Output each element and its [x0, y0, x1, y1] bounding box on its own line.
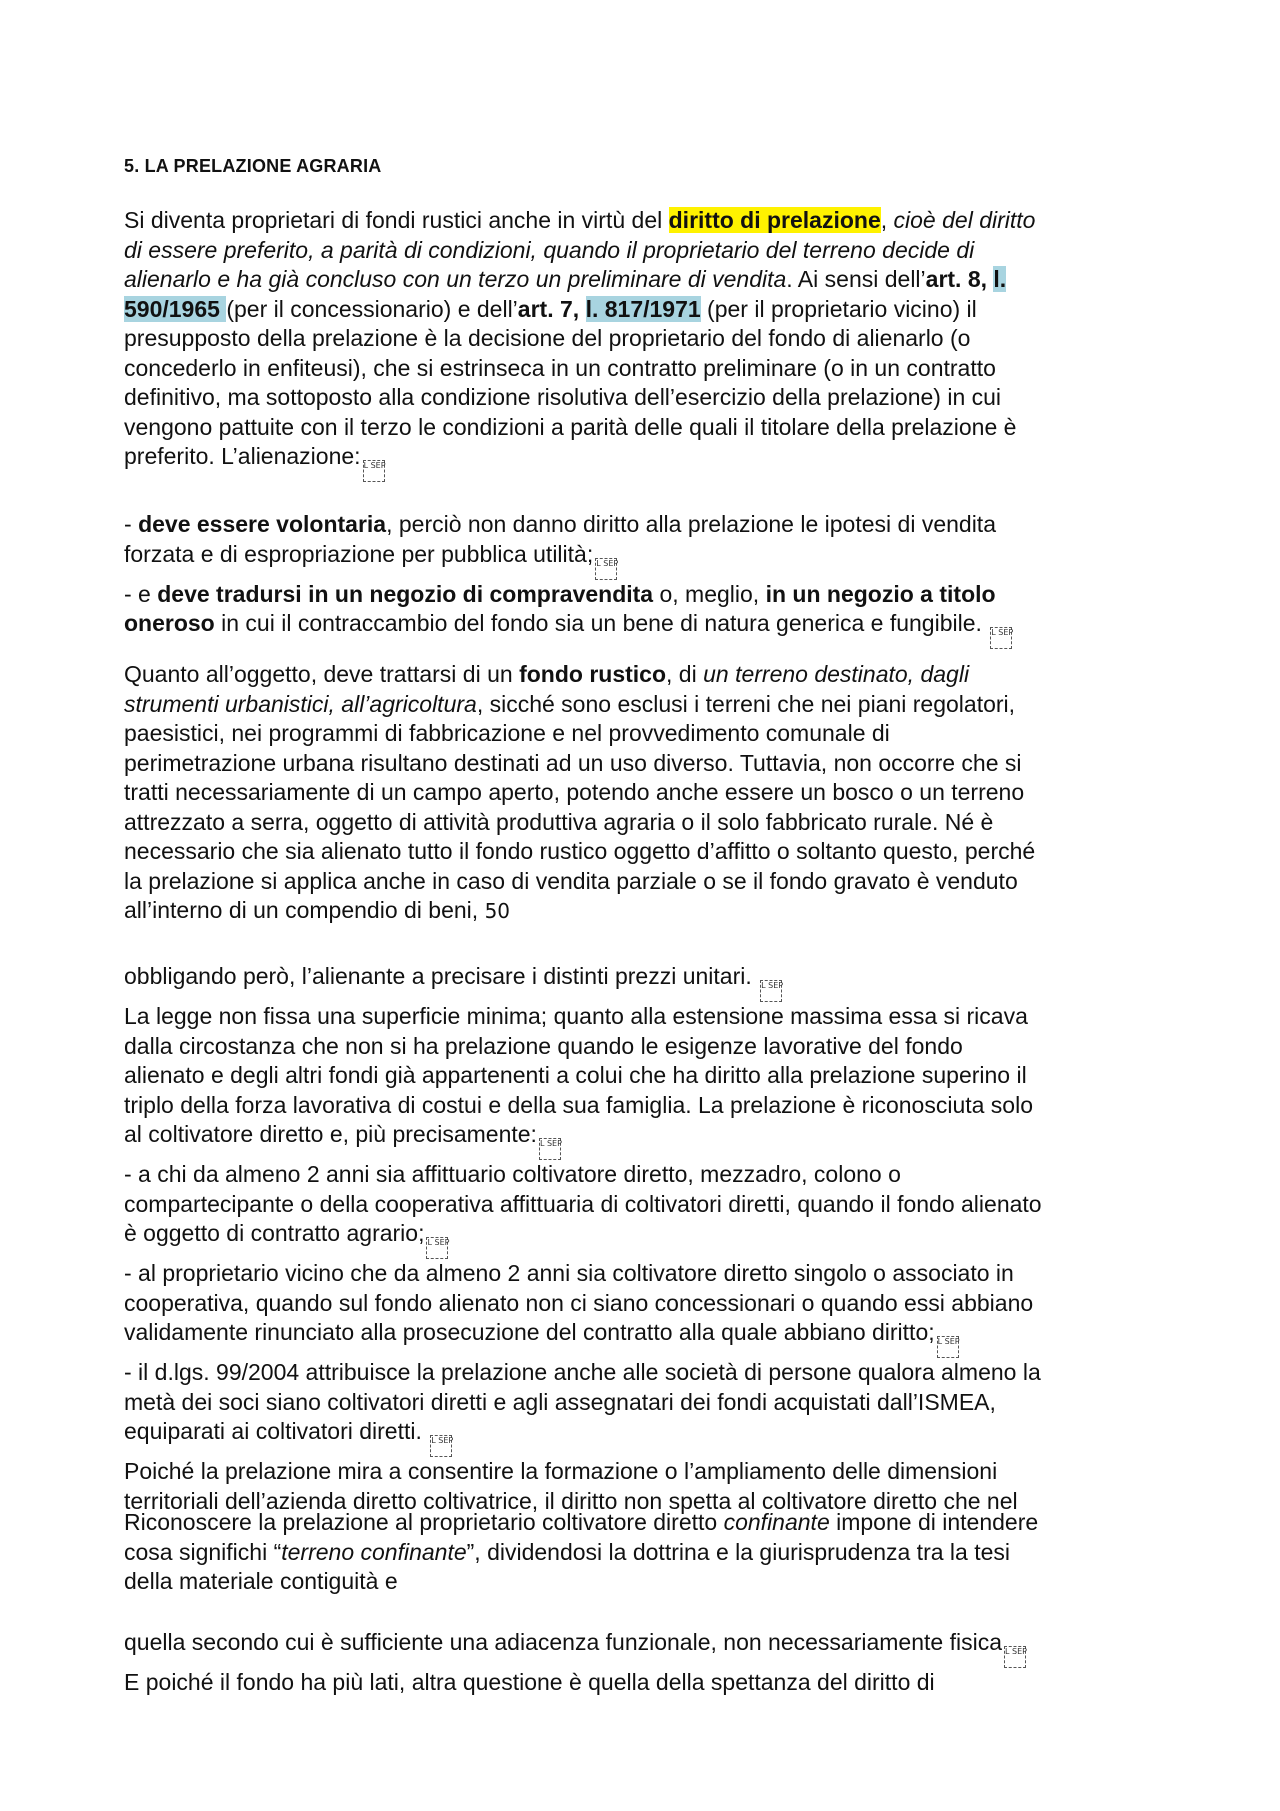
text-line: validamente rinunciato alla prosecuzione del contratto alla quale abbiano diritto; L SEP: [124, 1318, 1184, 1358]
sep-glyph-icon: L SEP: [539, 1138, 561, 1160]
sep-glyph-icon: L SEP: [760, 980, 782, 1002]
text-line: equiparati ai coltivatori diretti. L SEP: [124, 1417, 1184, 1457]
text-line: E poiché il fondo ha più lati, altra questione è quella della spettanza del diritto di: [124, 1669, 935, 1695]
text-line: al coltivatore diretto e, più precisamente: L SEP: [124, 1120, 1184, 1160]
paragraph-intro: [124, 206, 1184, 482]
sep-glyph-icon: L SEP: [595, 558, 617, 580]
text-line: quella secondo cui è sufficiente una adiacenza funzionale, non necessariamente fisica L SEP: [124, 1628, 1184, 1668]
text-line: obbligando però, l’alienante a precisare i distinti prezzi unitari. L SEP: [124, 962, 1184, 1002]
text-line: perimetrazione urbana risultano destinati ad un uso diverso. Tuttavia, non occorre che si: [124, 749, 1022, 776]
text-line: concederlo in enfiteusi), che si estrinseca in un contratto preliminare (o in un contratto: [124, 354, 996, 381]
list-item: - il d.lgs. 99/2004 attribuisce la prelazione anche alle società di persone qualora almeno la: [124, 1359, 1041, 1385]
text-line: metà dei soci siano coltivatori diretti e agli assegnatari dei fondi acquistati dall’ISMEA,: [124, 1388, 996, 1415]
text-line: definitivo, ma sottoposto alla condizione risolutiva dell’esercizio della prelazione) in cui: [124, 384, 1002, 410]
text-line: forzata e di espropriazione per pubblica utilità; L SEP: [124, 540, 1184, 580]
text-line: dalla circostanza che non si ha prelazione quando le esigenze lavorative del fondo: [124, 1032, 963, 1059]
highlight-law-ref: l.: [993, 266, 1007, 292]
paragraph-adjacency: [124, 1628, 1184, 1698]
sep-glyph-icon: L SEP: [990, 627, 1012, 649]
text-line: alienato e degli altri fondi già appartenenti a colui che ha diritto alla prelazione superino il: [124, 1062, 1027, 1088]
text-line: alienarlo e ha già concluso con un terzo un preliminare di vendita. Ai sensi dell’art. 8, l.: [124, 266, 1007, 292]
text-line: compartecipante o della cooperativa affittuaria di coltivatori diretti, quando il fondo alienato: [124, 1190, 1042, 1217]
text-line: necessario che sia alienato tutto il fondo rustico oggetto d’affitto o soltanto questo, perché: [124, 838, 1036, 864]
text-line: attrezzato a serra, oggetto di attività produttiva agraria o il solo fabbricato rurale. Né è: [124, 808, 994, 835]
sep-glyph-icon: L SEP: [426, 1237, 448, 1259]
paragraph-requirements: [124, 962, 1184, 1516]
text-line: di essere preferito, a parità di condizioni, quando il proprietario del terreno decide di: [124, 236, 975, 263]
text-line: presupposto della prelazione è la decisione del proprietario del fondo di alienarlo (o: [124, 325, 971, 351]
highlight-term: diritto di prelazione: [668, 207, 881, 233]
text-line: triplo della forza lavorativa di costui e della sua famiglia. La prelazione è riconosciuta solo: [124, 1091, 1033, 1118]
text-line: all’interno di un compendio di beni, 50: [124, 897, 511, 923]
text-line: la prelazione si applica anche in caso di vendita parziale o se il fondo gravato è venduto: [124, 867, 1018, 894]
text-line: strumenti urbanistici, all’agricoltura, sicché sono esclusi i terreni che nei piani regolatori,: [124, 690, 1016, 717]
text-line: Si diventa proprietari di fondi rustici anche in virtù del diritto di prelazione, cioè del diritto: [124, 207, 1036, 233]
list-item: - a chi da almeno 2 anni sia affittuario coltivatore diretto, mezzadro, colono o: [124, 1161, 901, 1187]
sep-glyph-icon: L SEP: [1004, 1646, 1026, 1668]
list-item: - al proprietario vicino che da almeno 2 anni sia coltivatore diretto singolo o associato in: [124, 1260, 1014, 1286]
paragraph-alienation-list: [124, 510, 1184, 649]
text-line: Riconoscere la prelazione al proprietario coltivatore diretto confinante impone di intendere: [124, 1509, 1039, 1535]
text-line: della materiale contiguità e: [124, 1568, 398, 1594]
text-line: territoriali dell’azienda diretto coltivatrice, il diritto non spetta al coltivatore diretto che nel: [124, 1487, 1018, 1514]
text-line: oneroso in cui il contraccambio del fondo sia un bene di natura generica e fungibile. L SEP: [124, 609, 1184, 649]
text-line: paesistici, nei programmi di fabbricazione e nel provvedimento comunale di: [124, 720, 890, 746]
list-item: - deve essere volontaria, perciò non danno diritto alla prelazione le ipotesi di vendita: [124, 511, 996, 537]
text-line: cosa significhi “terreno confinante”, dividendosi la dottrina e la giurisprudenza tra la tesi: [124, 1538, 1010, 1565]
section-heading: 5. LA PRELAZIONE AGRARIA: [124, 156, 382, 176]
highlight-law-ref: l. 817/1971: [585, 295, 701, 322]
text-line: vengono pattuite con il terzo le condizioni a parità delle quali il titolare della prelazione è: [124, 413, 1017, 440]
text-line: Quanto all’oggetto, deve trattarsi di un fondo rustico, di un terreno destinato, dagli: [124, 661, 970, 687]
text-line: La legge non fissa una superficie minima; quanto alla estensione massima essa si ricava: [124, 1003, 1028, 1029]
highlight-law-ref: 590/1965: [124, 295, 227, 322]
list-item: - e deve tradursi in un negozio di compravendita o, meglio, in un negozio a titolo: [124, 580, 996, 607]
sep-glyph-icon: L SEP: [363, 460, 385, 482]
page-number: 50: [484, 899, 511, 923]
sep-glyph-icon: L SEP: [430, 1435, 452, 1457]
text-line: tratti necessariamente di un campo aperto, potendo anche essere un bosco o un terreno: [124, 779, 1025, 805]
text-line: preferito. L’alienazione: L SEP: [124, 442, 1184, 482]
text-line: è oggetto di contratto agrario; L SEP: [124, 1219, 1184, 1259]
sep-glyph-icon: L SEP: [937, 1336, 959, 1358]
text-line: Poiché la prelazione mira a consentire la formazione o l’ampliamento delle dimensioni: [124, 1458, 998, 1484]
paragraph-object: [124, 660, 1184, 927]
text-line: cooperativa, quando sul fondo alienato non ci siano concessionari o quando essi abbiano: [124, 1289, 1034, 1316]
text-line: 590/1965 (per il concessionario) e dell’art. 7, l. 817/1971 (per il proprietario vicino) il: [124, 295, 977, 322]
paragraph-bordering-land: [124, 1508, 1184, 1597]
